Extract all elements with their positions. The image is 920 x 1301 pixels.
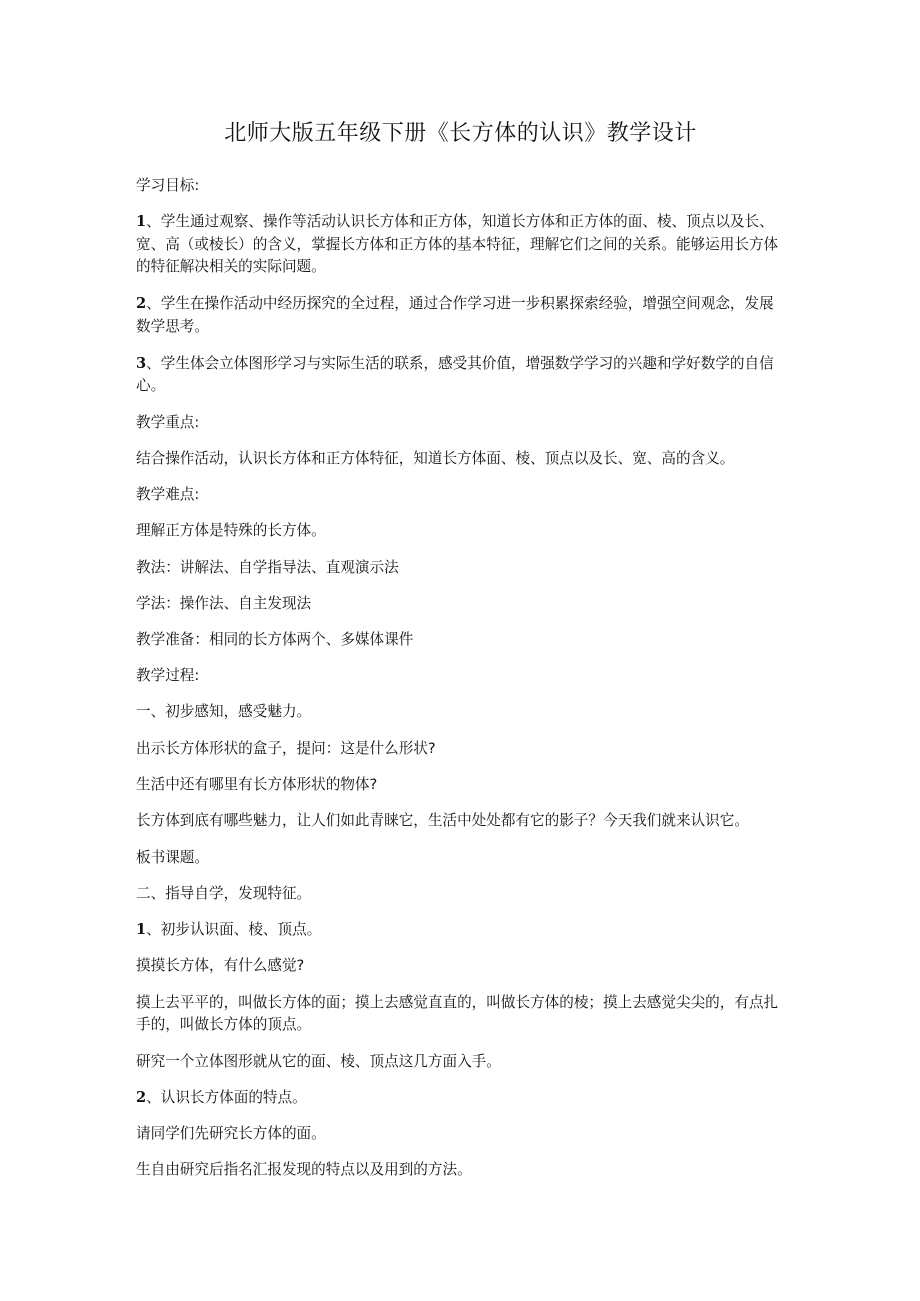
- key-points-heading: 教学重点:: [136, 413, 200, 431]
- section-1-line: 出示长方体形状的盒子，提问：这是什么形状?: [136, 739, 436, 757]
- objective-text: 、学生通过观察、操作等活动认识长方体和正方体，知道长方体和正方体的面、棱、顶点以及长、宽、高（或棱长）的含义，掌握长方体和正方体的基本特征，理解它们之间的关系。能够运用长方体的特征解决相关的实际问题。: [136, 213, 779, 276]
- objective-number: 3: [136, 354, 147, 372]
- section-1-heading: 一、初步感知，感受魅力。: [136, 703, 312, 721]
- section-2-line: 研究一个立体图形就从它的面、棱、顶点这几方面入手。: [136, 1052, 501, 1070]
- section-1-line: 板书课题。: [136, 848, 209, 866]
- step-text: 、认识长方体面的特点。: [146, 1089, 307, 1107]
- section-2-line: 生自由研究后指名汇报发现的特点以及用到的方法。: [136, 1161, 472, 1179]
- step-number: 2: [136, 1089, 147, 1107]
- difficulty-heading: 教学难点:: [136, 486, 200, 504]
- difficulty-text: 理解正方体是特殊的长方体。: [136, 522, 326, 540]
- objectives-heading: 学习目标:: [136, 177, 200, 194]
- section-1-line: 生活中还有哪里有长方体形状的物体?: [136, 775, 378, 793]
- objective-number: 2: [136, 295, 147, 313]
- objective-item-2: [136, 293, 785, 338]
- section-1-paragraph: 长方体到底有哪些魅力，让人们如此青睐它，生活中处处都有它的影子？今天我们就来认识它。: [136, 811, 749, 829]
- step-text: 、初步认识面、棱、顶点。: [146, 921, 322, 939]
- teaching-preparation: 教学准备：相同的长方体两个、多媒体课件: [136, 631, 414, 649]
- objective-text: 、学生在操作活动中经历探究的全过程，通过合作学习进一步积累探索经验，增强空间观念，发展数学思考。: [136, 295, 774, 335]
- objective-text: 、学生体会立体图形学习与实际生活的联系，感受其价值，增强数学学习的兴趣和学好数学的自信心。: [136, 354, 774, 395]
- section-2-heading: 二、指导自学，发现特征。: [136, 884, 312, 902]
- document-title: 北师大版五年级下册《长方体的认识》教学设计: [224, 121, 697, 146]
- objective-item-3: [136, 353, 785, 398]
- step-2-heading: [136, 1087, 785, 1109]
- step-number: 1: [136, 921, 147, 939]
- step-1-heading: [136, 919, 785, 941]
- section-2-paragraph: 摸上去平平的，叫做长方体的面；摸上去感觉直直的，叫做长方体的棱；摸上去感觉尖尖的，有点扎手的，叫做长方体的顶点。: [136, 993, 779, 1034]
- teaching-methods: 教法：讲解法、自学指导法、直观演示法: [136, 558, 399, 576]
- section-2-line: 摸摸长方体，有什么感觉?: [136, 957, 305, 975]
- objective-item-1: [136, 211, 785, 279]
- objective-number: 1: [136, 213, 147, 231]
- section-2-line: 请同学们先研究长方体的面。: [136, 1125, 326, 1143]
- process-heading: 教学过程:: [136, 667, 200, 685]
- key-points-text: 结合操作活动，认识长方体和正方体特征，知道长方体面、棱、顶点以及长、宽、高的含义。: [136, 450, 735, 468]
- learning-methods: 学法：操作法、自主发现法: [136, 594, 312, 612]
